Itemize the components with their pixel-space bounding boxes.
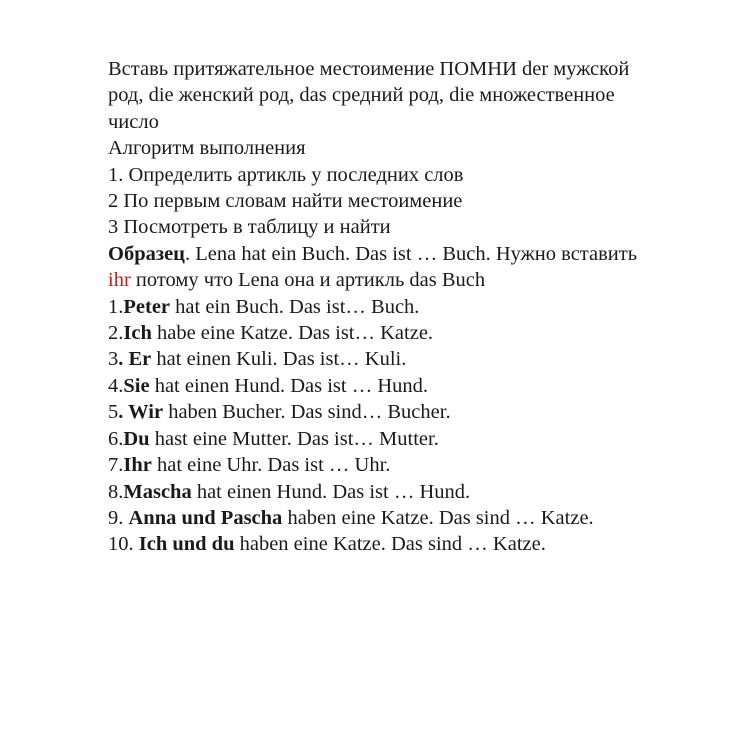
example-explanation: потому что Lena она и артикль das Buch	[130, 269, 486, 292]
exercise-text: hat einen Hund. Das ist … Hund.	[149, 374, 428, 397]
exercise-subject: . Wir	[118, 401, 164, 424]
exercise-item	[108, 346, 708, 372]
exercise-subject: . Er	[118, 348, 152, 371]
exercise-number: 1.	[108, 295, 124, 318]
exercise-subject: Ihr	[123, 454, 152, 477]
instruction-line-2: род, die женский род, das средний род, die множественное	[108, 84, 615, 107]
exercise-item	[108, 320, 708, 346]
example-line-1	[108, 241, 708, 267]
exercise-item	[108, 426, 708, 452]
exercise-item	[108, 531, 708, 557]
exercise-number: 6.	[108, 427, 124, 450]
example-label: Образец	[108, 242, 185, 265]
algorithm-step: 2 По первым словам найти местоимение	[108, 190, 463, 213]
exercise-item	[108, 294, 708, 320]
instruction-line-1: Вставь притяжательное местоимение ПОМНИ der мужской	[108, 58, 630, 80]
instruction-line-3: число	[108, 110, 159, 133]
exercise-subject: Peter	[123, 295, 171, 318]
exercise-subject: Mascha	[123, 480, 192, 503]
exercise-text: hat eine Uhr. Das ist … Uhr.	[151, 454, 391, 477]
exercise-subject: Sie	[123, 374, 150, 397]
exercise-subject: Ich und du	[138, 533, 235, 556]
exercise-number: 7.	[108, 454, 124, 477]
exercise-text: haben eine Katze. Das sind … Katze.	[234, 533, 546, 556]
example-text: . Lena hat ein Buch. Das ist … Buch. Нужно вставить	[185, 242, 638, 265]
exercise-item	[108, 399, 708, 425]
exercise-number: 8.	[108, 480, 124, 503]
exercise-text: hat einen Hund. Das ist … Hund.	[191, 480, 471, 503]
exercise-text: hast eine Mutter. Das ist… Mutter.	[149, 427, 439, 450]
exercise-text: haben Bucher. Das sind… Bucher.	[163, 401, 451, 424]
algorithm-step: 3 Посмотреть в таблицу и найти	[108, 216, 391, 239]
exercise-text: hat ein Buch. Das ist… Buch.	[170, 295, 420, 318]
exercise-item	[108, 479, 708, 505]
exercise-subject: Du	[123, 427, 150, 450]
exercise-number: 4.	[108, 374, 124, 397]
exercise-item	[108, 373, 708, 399]
exercise-subject: Anna und Pascha	[128, 506, 283, 529]
exercise-number: 2.	[108, 322, 124, 345]
algorithm-step: 1. Определить артикль у последних слов	[108, 163, 464, 186]
exercise-text: haben eine Katze. Das sind … Katze.	[282, 506, 594, 529]
example-line-2	[108, 267, 708, 293]
exercise-number: 3	[108, 348, 119, 371]
exercise-text: hat einen Kuli. Das ist… Kuli.	[151, 348, 407, 371]
exercise-number: 5	[108, 401, 119, 424]
exercise-item	[108, 505, 708, 531]
exercise-text: habe eine Katze. Das ist… Katze.	[151, 322, 434, 345]
exercise-item	[108, 452, 708, 478]
exercise-number: 10.	[108, 533, 139, 556]
worksheet	[108, 56, 708, 558]
exercise-subject: Ich	[123, 322, 152, 345]
exercise-number: 9.	[108, 506, 129, 529]
algorithm-title: Алгоритм выполнения	[108, 137, 306, 160]
example-highlight: ihr	[108, 269, 131, 292]
